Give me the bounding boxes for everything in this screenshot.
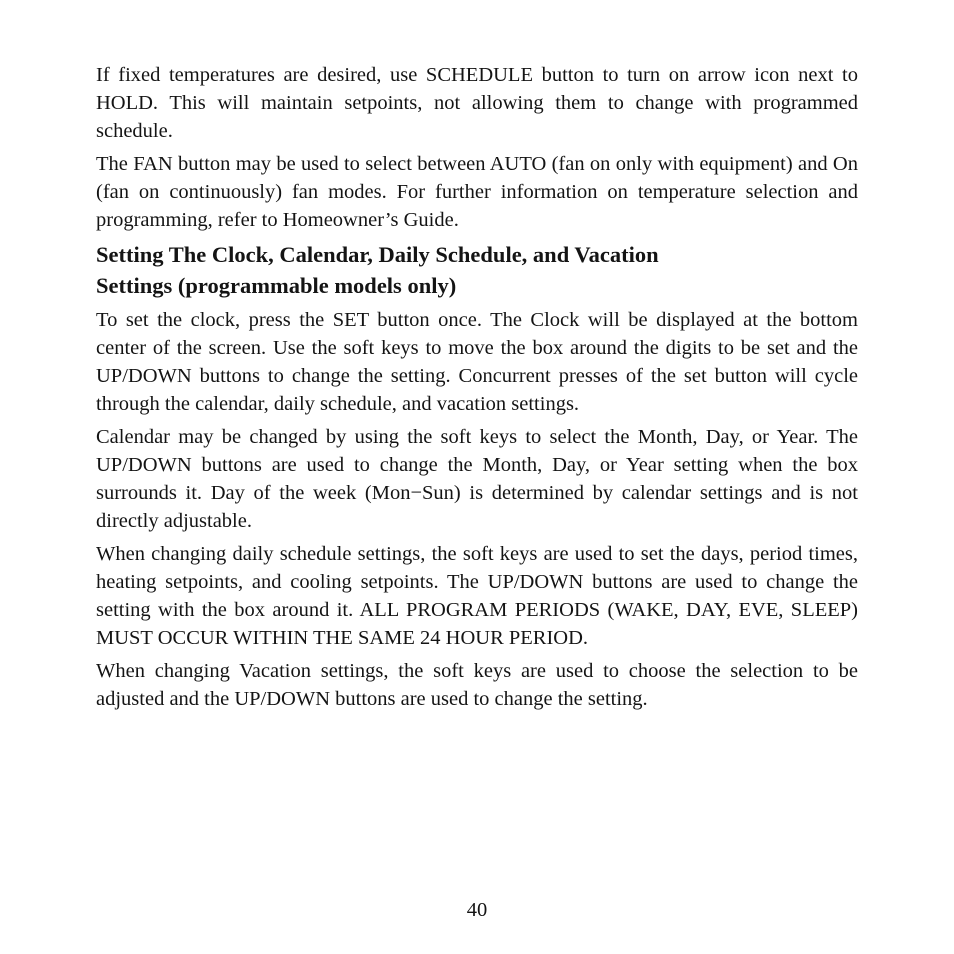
- paragraph-daily-schedule: When changing daily schedule settings, the soft keys are used to set the days, period times, heating setpoints, and cooling setpoints. The UP/DOWN buttons are used to change the setting with the box around it. ALL PROGRAM PERIODS (WAKE, DAY, EVE, SLEEP) MUST OCCUR WITHIN THE SAME 24 HOUR PERIOD.: [96, 543, 858, 649]
- section-heading-line-1: Setting The Clock, Calendar, Daily Schedule, and Vacation: [96, 242, 659, 267]
- paragraph-vacation: When changing Vacation settings, the soft keys are used to choose the selection to be adjusted and the UP/DOWN buttons are used to change the setting.: [96, 660, 858, 710]
- section-heading-line-2: Settings (programmable models only): [96, 273, 457, 298]
- document-page: [96, 61, 858, 718]
- page-number: 40: [466, 899, 488, 921]
- paragraph-fixed-temperatures: If fixed temperatures are desired, use SCHEDULE button to turn on arrow icon next to HOLD. This will maintain setpoints, not allowing them to change with programmed schedule.: [96, 64, 858, 142]
- paragraph-calendar: Calendar may be changed by using the soft keys to select the Month, Day, or Year. The UP/DOWN buttons are used to change the Month, Day, or Year setting when the box surrounds it. Day of the week (Mon−Sun) is determined by calendar settings and is not directly adjustable.: [96, 426, 858, 532]
- paragraph-set-clock: To set the clock, press the SET button once. The Clock will be displayed at the bottom center of the screen. Use the soft keys to move the box around the digits to be set and the UP/DOWN buttons to change the setting. Concurrent presses of the set button will cycle through the calendar, daily schedule, and vacation settings.: [96, 309, 858, 415]
- section-heading: [96, 239, 858, 301]
- paragraph-fan-button: The FAN button may be used to select between AUTO (fan on only with equipment) and On (fan on continuously) fan modes. For further information on temperature selection and programming, refer to Homeowner’s Guide.: [96, 153, 858, 231]
